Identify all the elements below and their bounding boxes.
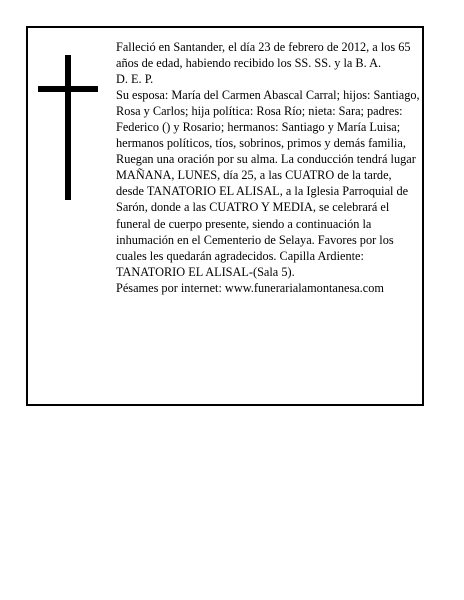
cross-icon xyxy=(38,55,98,200)
family-list: Su esposa: María del Carmen Abascal Carral; hijos: Santiago, Rosa y Carlos; hija política: Rosa Río; nieta: Sara; padres: Federico () y Rosario; hermanos: Santiago y María Luisa; hermanos políticos, tíos, sobrinos, primos y demás familia, xyxy=(116,88,420,151)
cross-vertical-bar xyxy=(65,55,71,200)
death-announcement: Falleció en Santander, el día 23 de febrero de 2012, a los 65 años de edad, habiendo recibido los SS. SS. y la B. A. xyxy=(116,40,411,71)
obituary-text xyxy=(116,39,422,296)
cross-horizontal-bar xyxy=(38,86,98,92)
condolences-link[interactable]: Pésames por internet: www.funerarialamontanesa.com xyxy=(116,280,384,295)
obituary-notice xyxy=(26,26,424,406)
rest-in-peace: D. E. P. xyxy=(116,72,154,87)
funeral-details: Ruegan una oración por su alma. La conducción tendrá lugar MAÑANA, LUNES, día 25, a las CUATRO de la tarde, desde TANATORIO EL ALISAL, a la Iglesia Parroquial de Sarón, donde a las CUATRO Y MEDIA, se celebrará el funeral de cuerpo presente, siendo a continuación la inhumación en el Cementerio de Selaya. Favores por los cuales les quedarán agradecidos. Capilla Ardiente: TANATORIO EL ALISAL-(Sala 5). xyxy=(116,152,416,279)
